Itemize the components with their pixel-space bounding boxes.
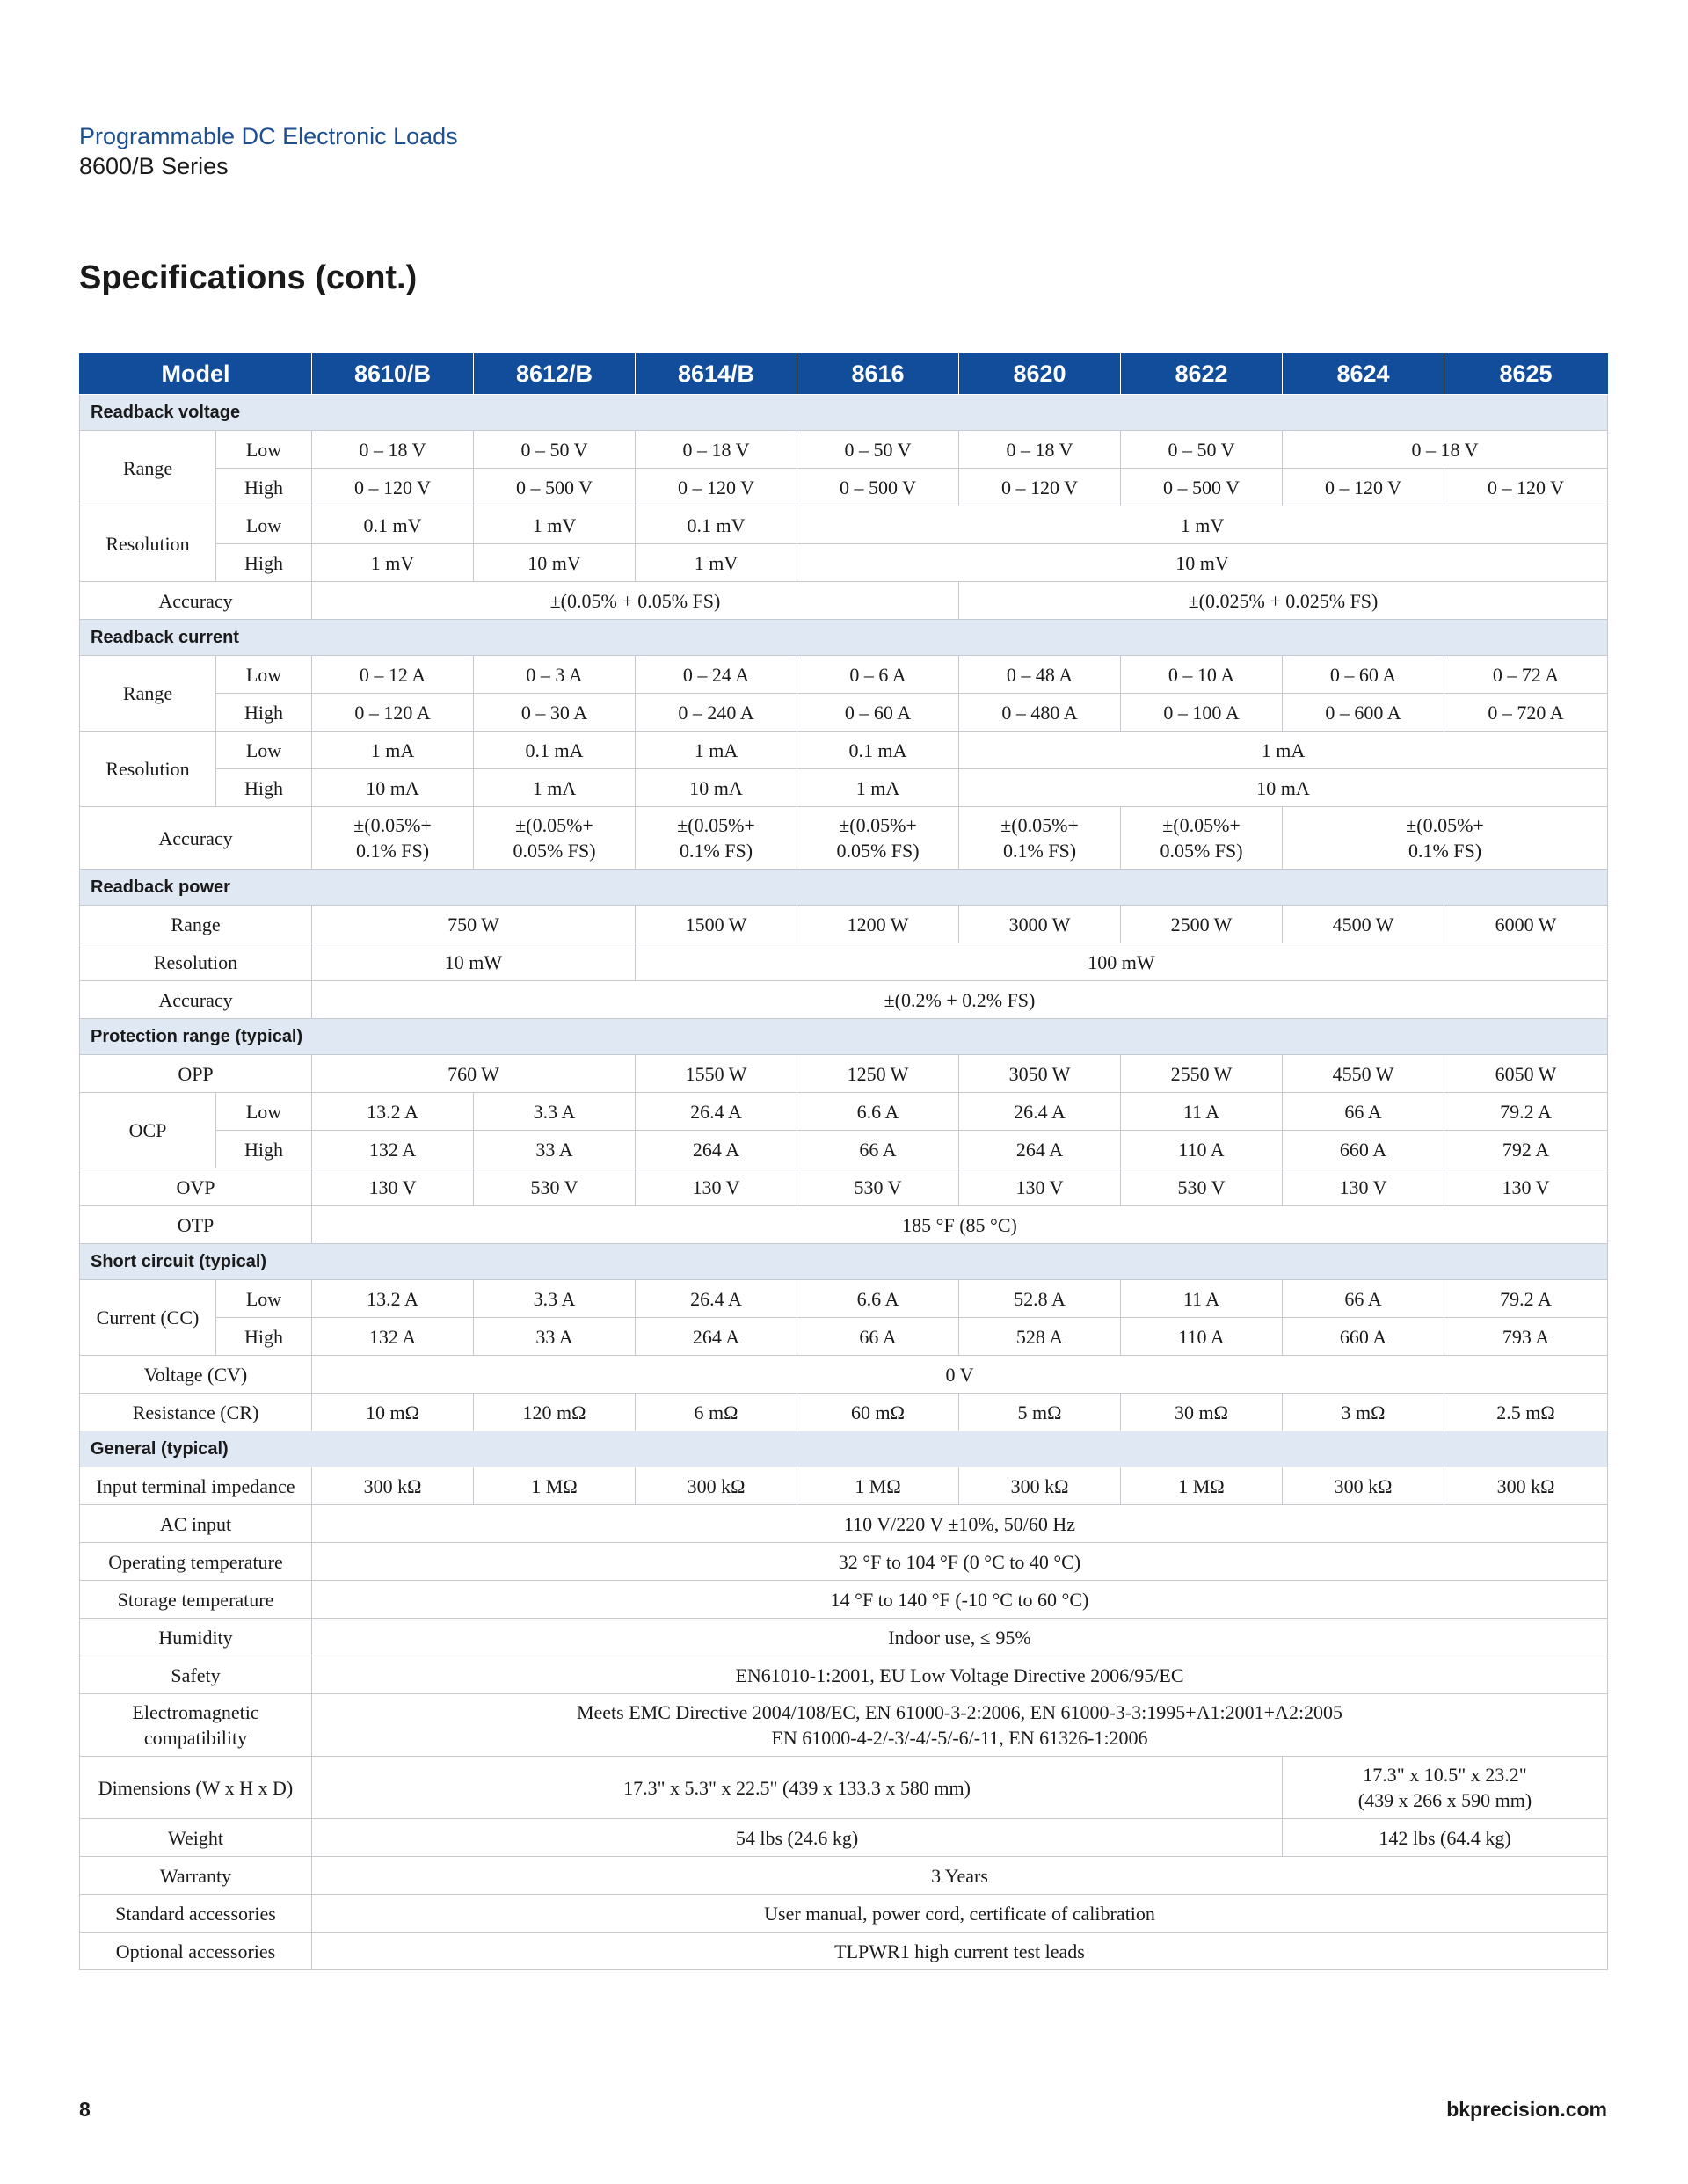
cell: Indoor use, ≤ 95% (312, 1619, 1608, 1656)
table-row (80, 469, 1608, 506)
cell: 1250 W (797, 1055, 959, 1093)
row-label: OVP (80, 1168, 312, 1206)
section-row (80, 870, 1608, 906)
cell: 0 – 600 A (1283, 694, 1444, 732)
cell: 0 – 500 V (474, 469, 636, 506)
model-header: 8620 (959, 353, 1121, 395)
cell: 1 MΩ (474, 1467, 636, 1505)
cell: 10 mA (636, 769, 797, 807)
cell: 264 A (636, 1318, 797, 1356)
row-label: Storage temperature (80, 1581, 312, 1619)
model-header: 8625 (1444, 353, 1608, 395)
cell: 1 mV (312, 544, 474, 582)
table-row (80, 1055, 1608, 1093)
cell: 30 mΩ (1121, 1394, 1283, 1431)
cell: 1 MΩ (1121, 1467, 1283, 1505)
cell: 120 mΩ (474, 1394, 636, 1431)
cell: 17.3" x 5.3" x 22.5" (439 x 133.3 x 580 mm) (312, 1757, 1283, 1819)
cell: 10 mA (959, 769, 1608, 807)
cell: 130 V (312, 1168, 474, 1206)
cell-line: ±(0.05%+ (515, 814, 593, 836)
section-readback-current: Readback current (80, 620, 1608, 656)
row-label: Resolution (80, 943, 312, 981)
row-label: Accuracy (80, 981, 312, 1019)
cell: User manual, power cord, certificate of calibration (312, 1895, 1608, 1933)
cell: 528 A (959, 1318, 1121, 1356)
table-row (80, 943, 1608, 981)
table-row (80, 582, 1608, 620)
cell: 185 °F (85 °C) (312, 1206, 1608, 1244)
cell: 0 – 720 A (1444, 694, 1608, 732)
cell: 264 A (636, 1131, 797, 1168)
cell: 130 V (959, 1168, 1121, 1206)
cell: 0 V (312, 1356, 1608, 1394)
sub-label: High (216, 1131, 312, 1168)
cell: 52.8 A (959, 1280, 1121, 1318)
cell: 79.2 A (1444, 1280, 1608, 1318)
row-label: Optional accessories (80, 1933, 312, 1970)
cell: 0.1 mV (312, 506, 474, 544)
cell: 1 mA (474, 769, 636, 807)
cell-line: ±(0.05%+ (1406, 814, 1484, 836)
cell-line: ±(0.05%+ (353, 814, 432, 836)
cell: 0 – 6 A (797, 656, 959, 694)
cell (312, 807, 474, 870)
cell: 0 – 240 A (636, 694, 797, 732)
row-label: Accuracy (80, 582, 312, 620)
cell: 0 – 18 V (312, 431, 474, 469)
cell: 26.4 A (959, 1093, 1121, 1131)
cell: 0 – 18 V (959, 431, 1121, 469)
cell: 0 – 120 V (959, 469, 1121, 506)
sub-label: High (216, 544, 312, 582)
cell: 1 mA (312, 732, 474, 769)
page-title: Specifications (cont.) (79, 259, 418, 296)
cell: 13.2 A (312, 1280, 474, 1318)
table-row (80, 1467, 1608, 1505)
cell-line: EN 61000-4-2/-3/-4/-5/-6/-11, EN 61326-1:2006 (771, 1727, 1148, 1749)
table-row (80, 732, 1608, 769)
cell: 3 Years (312, 1857, 1608, 1895)
row-label: Safety (80, 1656, 312, 1694)
table-row (80, 1819, 1608, 1857)
model-header-label: Model (80, 353, 312, 395)
row-label: OPP (80, 1055, 312, 1093)
sub-label: Low (216, 732, 312, 769)
table-row (80, 1505, 1608, 1543)
cell: 6000 W (1444, 906, 1608, 943)
cell: 26.4 A (636, 1093, 797, 1131)
row-label: Accuracy (80, 807, 312, 870)
cell: 0 – 480 A (959, 694, 1121, 732)
table-row (80, 1280, 1608, 1318)
cell: 0.1 mA (797, 732, 959, 769)
cell: 300 kΩ (312, 1467, 474, 1505)
cell: 300 kΩ (1444, 1467, 1608, 1505)
cell-line: 0.1% FS) (679, 840, 753, 862)
cell: 26.4 A (636, 1280, 797, 1318)
cell: 10 mΩ (312, 1394, 474, 1431)
section-short-circuit: Short circuit (typical) (80, 1244, 1608, 1280)
table-row (80, 694, 1608, 732)
cell: 11 A (1121, 1280, 1283, 1318)
model-header-row (80, 353, 1608, 395)
cell: 130 V (1283, 1168, 1444, 1206)
cell: 0 – 60 A (797, 694, 959, 732)
cell: 300 kΩ (1283, 1467, 1444, 1505)
cell: 750 W (312, 906, 636, 943)
cell: 1 mA (959, 732, 1608, 769)
cell: 0 – 10 A (1121, 656, 1283, 694)
cell: 1 mV (797, 506, 1608, 544)
row-label: Resistance (CR) (80, 1394, 312, 1431)
section-protection: Protection range (typical) (80, 1019, 1608, 1055)
row-label: Standard accessories (80, 1895, 312, 1933)
cell: 660 A (1283, 1131, 1444, 1168)
cell: 1 mA (797, 769, 959, 807)
sub-label: Low (216, 656, 312, 694)
cell: 130 V (1444, 1168, 1608, 1206)
cell: 66 A (1283, 1093, 1444, 1131)
cell-line: 0.05% FS) (1160, 840, 1243, 862)
section-general: General (typical) (80, 1431, 1608, 1467)
cell: 10 mW (312, 943, 636, 981)
table-row (80, 1581, 1608, 1619)
sub-label: High (216, 469, 312, 506)
cell (959, 807, 1121, 870)
table-row (80, 1895, 1608, 1933)
cell: 760 W (312, 1055, 636, 1093)
cell: 300 kΩ (636, 1467, 797, 1505)
cell: 5 mΩ (959, 1394, 1121, 1431)
cell (797, 807, 959, 870)
cell: 1 mV (636, 544, 797, 582)
cell-line: 0.1% FS) (355, 840, 430, 862)
cell: 54 lbs (24.6 kg) (312, 1819, 1283, 1857)
model-header: 8624 (1283, 353, 1444, 395)
cell: 2.5 mΩ (1444, 1394, 1608, 1431)
cell: 66 A (797, 1318, 959, 1356)
row-label: OTP (80, 1206, 312, 1244)
sub-label: Low (216, 431, 312, 469)
cell: 0 – 50 V (1121, 431, 1283, 469)
cell: 1500 W (636, 906, 797, 943)
cell: 793 A (1444, 1318, 1608, 1356)
table-row (80, 1656, 1608, 1694)
cell: 13.2 A (312, 1093, 474, 1131)
table-row (80, 1356, 1608, 1394)
cell-line: 0.1% FS) (1408, 840, 1482, 862)
cell: EN61010-1:2001, EU Low Voltage Directive 2006/95/EC (312, 1656, 1608, 1694)
page-number: 8 (79, 2098, 91, 2121)
cell: 32 °F to 104 °F (0 °C to 40 °C) (312, 1543, 1608, 1581)
cell-line: ±(0.05%+ (1000, 814, 1079, 836)
cell: 1200 W (797, 906, 959, 943)
row-label: Weight (80, 1819, 312, 1857)
cell: 110 A (1121, 1318, 1283, 1356)
row-label: Warranty (80, 1857, 312, 1895)
row-label: Voltage (CV) (80, 1356, 312, 1394)
table-row (80, 981, 1608, 1019)
cell: 60 mΩ (797, 1394, 959, 1431)
model-header: 8614/B (636, 353, 797, 395)
cell: 0.1 mA (474, 732, 636, 769)
row-label: OCP (80, 1093, 216, 1168)
sub-label: High (216, 769, 312, 807)
row-label: Input terminal impedance (80, 1467, 312, 1505)
cell: 0 – 24 A (636, 656, 797, 694)
cell: 10 mA (312, 769, 474, 807)
cell (636, 807, 797, 870)
table-row (80, 1619, 1608, 1656)
cell: 142 lbs (64.4 kg) (1283, 1819, 1608, 1857)
table-row (80, 1168, 1608, 1206)
cell: ±(0.05% + 0.05% FS) (312, 582, 959, 620)
row-label: Current (CC) (80, 1280, 216, 1356)
cell (1121, 807, 1283, 870)
cell: 0 – 50 V (474, 431, 636, 469)
cell: 1 MΩ (797, 1467, 959, 1505)
cell: 0 – 500 V (1121, 469, 1283, 506)
section-row (80, 395, 1608, 431)
row-label (80, 1694, 312, 1757)
cell: 3000 W (959, 906, 1121, 943)
table-row (80, 1543, 1608, 1581)
sub-label: High (216, 694, 312, 732)
cell: 0 – 120 V (312, 469, 474, 506)
table-row (80, 1131, 1608, 1168)
cell: 530 V (1121, 1168, 1283, 1206)
series-name: 8600/B Series (79, 153, 229, 179)
cell: 1 mA (636, 732, 797, 769)
specifications-table (79, 353, 1608, 1970)
cell: 3.3 A (474, 1280, 636, 1318)
cell: 6.6 A (797, 1093, 959, 1131)
cell-line: ±(0.05%+ (839, 814, 917, 836)
cell: TLPWR1 high current test leads (312, 1933, 1608, 1970)
table-row (80, 1206, 1608, 1244)
sub-label: Low (216, 1093, 312, 1131)
model-header: 8622 (1121, 353, 1283, 395)
cell: 0 – 18 V (636, 431, 797, 469)
label-line: Electromagnetic (132, 1701, 259, 1723)
row-label: Operating temperature (80, 1543, 312, 1581)
cell: 10 mV (474, 544, 636, 582)
cell: 3.3 A (474, 1093, 636, 1131)
table-row (80, 906, 1608, 943)
table-row (80, 431, 1608, 469)
cell: 0 – 120 V (1444, 469, 1608, 506)
section-row (80, 620, 1608, 656)
table-row (80, 544, 1608, 582)
cell-line: 17.3" x 10.5" x 23.2" (1363, 1764, 1527, 1786)
cell: 3050 W (959, 1055, 1121, 1093)
table-row (80, 1933, 1608, 1970)
cell: 300 kΩ (959, 1467, 1121, 1505)
cell: 2500 W (1121, 906, 1283, 943)
cell (1283, 1757, 1608, 1819)
cell: 0 – 60 A (1283, 656, 1444, 694)
model-header: 8616 (797, 353, 959, 395)
cell: 2550 W (1121, 1055, 1283, 1093)
model-header: 8610/B (312, 353, 474, 395)
table-row (80, 1694, 1608, 1757)
section-readback-power: Readback power (80, 870, 1608, 906)
row-label: Resolution (80, 506, 216, 582)
website-link[interactable]: bkprecision.com (1446, 2098, 1607, 2121)
row-label: Resolution (80, 732, 216, 807)
table-row (80, 1757, 1608, 1819)
row-label: Range (80, 431, 216, 506)
cell (474, 807, 636, 870)
cell: 11 A (1121, 1093, 1283, 1131)
table-row (80, 656, 1608, 694)
table-row (80, 769, 1608, 807)
cell-line: 0.05% FS) (836, 840, 920, 862)
cell: 1 mV (474, 506, 636, 544)
table-row (80, 506, 1608, 544)
cell: 100 mW (636, 943, 1608, 981)
cell: 0 – 120 V (1283, 469, 1444, 506)
cell: 0.1 mV (636, 506, 797, 544)
section-row (80, 1244, 1608, 1280)
model-header: 8612/B (474, 353, 636, 395)
cell (312, 1694, 1608, 1757)
cell: 3 mΩ (1283, 1394, 1444, 1431)
row-label: Humidity (80, 1619, 312, 1656)
table-row (80, 1093, 1608, 1131)
sub-label: Low (216, 1280, 312, 1318)
cell: 0 – 50 V (797, 431, 959, 469)
cell: 130 V (636, 1168, 797, 1206)
row-label: Range (80, 906, 312, 943)
cell-line: 0.1% FS) (1002, 840, 1077, 862)
row-label: Dimensions (W x H x D) (80, 1757, 312, 1819)
cell: 0 – 500 V (797, 469, 959, 506)
cell: 6 mΩ (636, 1394, 797, 1431)
cell: 0 – 120 A (312, 694, 474, 732)
row-label: AC input (80, 1505, 312, 1543)
table-row (80, 1394, 1608, 1431)
cell: ±(0.025% + 0.025% FS) (959, 582, 1608, 620)
sub-label: High (216, 1318, 312, 1356)
cell: 79.2 A (1444, 1093, 1608, 1131)
cell-line: 0.05% FS) (513, 840, 596, 862)
cell: 132 A (312, 1131, 474, 1168)
cell: 132 A (312, 1318, 474, 1356)
table-row (80, 1318, 1608, 1356)
cell: 4500 W (1283, 906, 1444, 943)
cell (1283, 807, 1608, 870)
section-readback-voltage: Readback voltage (80, 395, 1608, 431)
cell: 0 – 48 A (959, 656, 1121, 694)
cell: 530 V (797, 1168, 959, 1206)
cell: 0 – 30 A (474, 694, 636, 732)
cell-line: (439 x 266 x 590 mm) (1357, 1789, 1532, 1811)
section-row (80, 1431, 1608, 1467)
cell: 530 V (474, 1168, 636, 1206)
cell: 10 mV (797, 544, 1608, 582)
cell-line: ±(0.05%+ (677, 814, 755, 836)
section-row (80, 1019, 1608, 1055)
cell: 1550 W (636, 1055, 797, 1093)
table-row (80, 807, 1608, 870)
row-label: Range (80, 656, 216, 732)
cell: 792 A (1444, 1131, 1608, 1168)
cell: 33 A (474, 1131, 636, 1168)
cell: 0 – 18 V (1283, 431, 1608, 469)
cell: 0 – 100 A (1121, 694, 1283, 732)
cell: 6050 W (1444, 1055, 1608, 1093)
cell: 66 A (797, 1131, 959, 1168)
cell: 66 A (1283, 1280, 1444, 1318)
cell: 14 °F to 140 °F (-10 °C to 60 °C) (312, 1581, 1608, 1619)
cell: ±(0.2% + 0.2% FS) (312, 981, 1608, 1019)
label-line: compatibility (143, 1727, 248, 1749)
cell: 33 A (474, 1318, 636, 1356)
cell: 264 A (959, 1131, 1121, 1168)
cell: 660 A (1283, 1318, 1444, 1356)
cell-line: ±(0.05%+ (1162, 814, 1241, 836)
cell: 110 V/220 V ±10%, 50/60 Hz (312, 1505, 1608, 1543)
cell: 0 – 3 A (474, 656, 636, 694)
cell: 0 – 72 A (1444, 656, 1608, 694)
cell: 6.6 A (797, 1280, 959, 1318)
cell: 0 – 12 A (312, 656, 474, 694)
cell: 4550 W (1283, 1055, 1444, 1093)
cell: 110 A (1121, 1131, 1283, 1168)
table-row (80, 1857, 1608, 1895)
sub-label: Low (216, 506, 312, 544)
series-title: Programmable DC Electronic Loads (79, 123, 458, 149)
cell: 0 – 120 V (636, 469, 797, 506)
cell-line: Meets EMC Directive 2004/108/EC, EN 61000-3-2:2006, EN 61000-3-3:1995+A1:2001+A2:2005 (576, 1701, 1343, 1723)
